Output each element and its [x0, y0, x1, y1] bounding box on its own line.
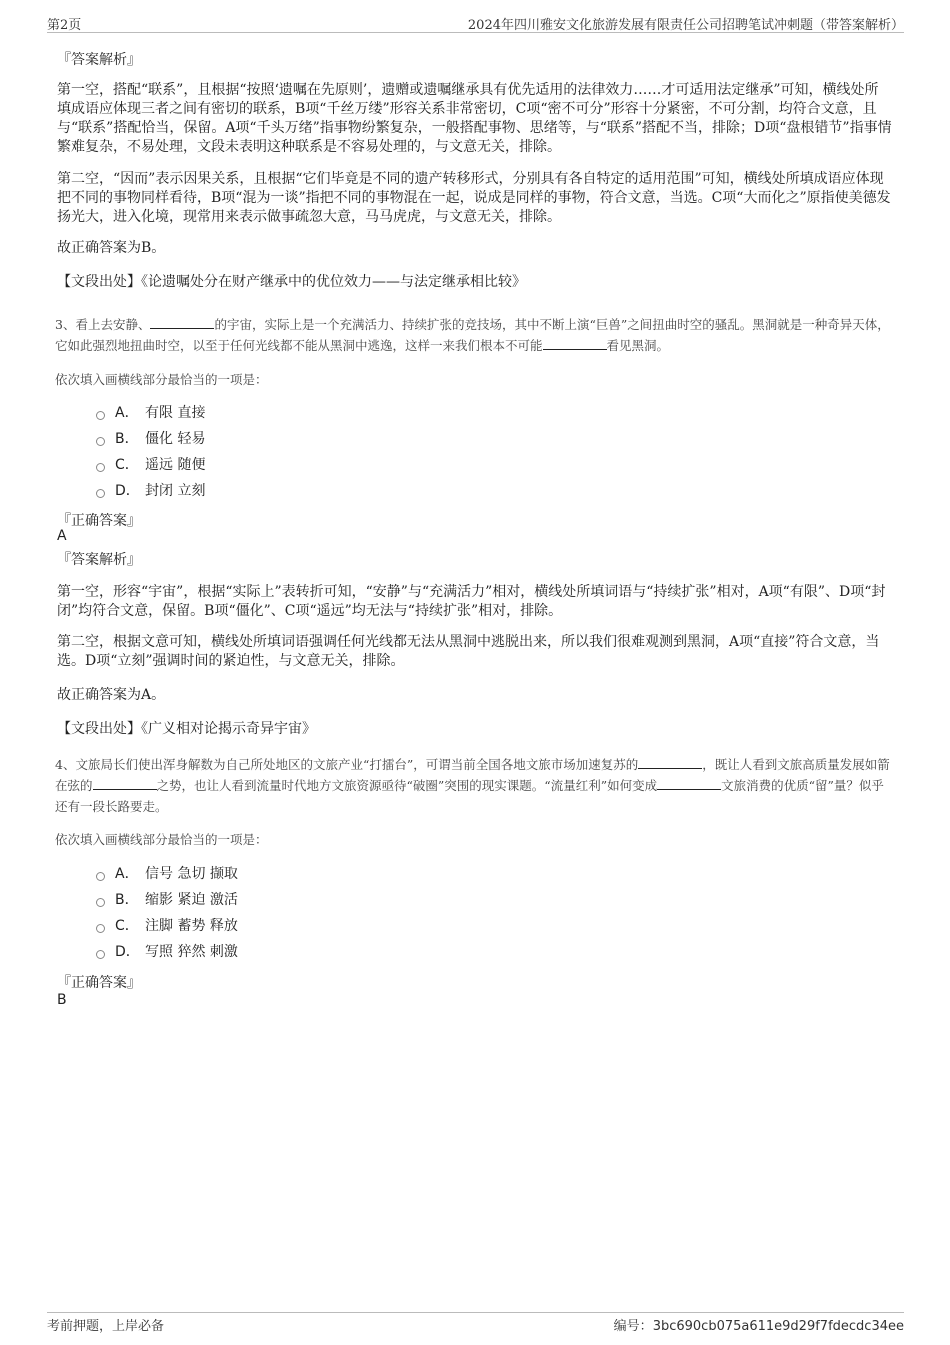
- q3-blank-2: [543, 337, 607, 350]
- q4-option-b[interactable]: B． 缩影 紧迫 激活: [96, 889, 238, 909]
- footer-slogan: 考前押题，上岸必备: [47, 1319, 165, 1334]
- q4-correct-label: 『正确答案』: [57, 975, 141, 991]
- q3-option-a[interactable]: A． 有限 直接: [96, 402, 205, 422]
- q4-option-a[interactable]: A． 信号 急切 撷取: [96, 863, 238, 883]
- radio-icon[interactable]: [96, 950, 105, 959]
- q4-blank-1: [638, 756, 702, 769]
- q3-source-title: 《广义相对论揭示奇异宇宙》: [141, 721, 316, 737]
- q3-source: [57, 720, 892, 739]
- radio-icon[interactable]: [96, 411, 105, 420]
- radio-icon[interactable]: [96, 489, 105, 498]
- q2-source-label: 【文段出处】: [57, 274, 141, 290]
- q4-blank-3: [657, 777, 721, 790]
- q3-correct-answer: A: [57, 528, 67, 544]
- q3-blank-1: [150, 316, 214, 329]
- q4-blank-2: [93, 777, 157, 790]
- page-header: [47, 12, 904, 33]
- page-number: 第2页: [47, 18, 82, 33]
- radio-icon[interactable]: [96, 924, 105, 933]
- document-title: 2024年四川雅安文化旅游发展有限责任公司招聘笔试冲刺题（带答案解析）: [467, 18, 904, 33]
- q4-options: [96, 863, 238, 961]
- q2-analysis-para1: 第一空，搭配“联系”，且根据“按照‘遗嘱在先原则’，遗赠或遗嘱继承具有优先适用的法律效力……才可适用法定继承”可知，横线处所填成语应体现三者之间有密切的联系，B项“千丝万缕”形容关系非常密切，C项“密不可分”形容十分紧密，不可分割，均符合文意，且与“联系”搭配恰当，保留。A项“千头万绪”指事物纷繁复杂，一般搭配事物、思绪等，与“联系”搭配不当，排除；D项“盘根错节”指事情繁难复杂，不易处理，文段未表明这种联系是不容易处理的，与文意无关，排除。: [57, 82, 892, 155]
- q4-stem: 4、文旅局长们使出浑身解数为自己所处地区的文旅产业“打擂台”，可谓当前全国各地文旅市场加速复苏的 ，既让人看到文旅高质量发展如箭在弦的 之势，也让人看到流量时代地方文旅资源亟待“破圈”突围的现实课题。“流量红利”如何变成 文旅消费的优质“留”量？似乎还有一段长路要走。: [55, 757, 890, 814]
- q3-option-b[interactable]: B． 僵化 轻易: [96, 428, 205, 448]
- q3-option-d[interactable]: D． 封闭 立刻: [96, 480, 205, 500]
- q2-analysis-label: 『答案解析』: [57, 52, 141, 68]
- q2-analysis-para2: 第二空，“因而”表示因果关系，且根据“它们毕竟是不同的遗产转移形式，分别具有各自特定的适用范围”可知，横线处所填成语应体现把不同的事物同样看待，B项“混为一谈”指把不同的事物混在一起，说成是同样的事物，符合文意，当选。C项“大而化之”原指使美德发扬光大，进入化境，现常用来表示做事疏忽大意，马马虎虎，与文意无关，排除。: [57, 171, 891, 225]
- radio-icon[interactable]: [96, 437, 105, 446]
- q3-analysis-label: 『答案解析』: [57, 552, 141, 568]
- radio-icon[interactable]: [96, 463, 105, 472]
- q3-source-label: 【文段出处】: [57, 721, 141, 737]
- q3-analysis-para1: 第一空，形容“宇宙”，根据“实际上”表转折可知，“安静”与“充满活力”相对，横线处所填词语与“持续扩张”相对，A项“有限”、D项“封闭”均符合文意，保留。B项“僵化”、C项“遥远”均无法与“持续扩张”相对，排除。: [57, 584, 886, 619]
- q3-correct-label: 『正确答案』: [57, 513, 141, 529]
- q3-instruction: 依次填入画横线部分最恰当的一项是：: [55, 372, 268, 387]
- q2-source-title: 《论遗嘱处分在财产继承中的优位效力——与法定继承相比较》: [141, 274, 526, 290]
- q4-correct-answer: B: [57, 992, 67, 1008]
- q4-instruction: 依次填入画横线部分最恰当的一项是：: [55, 832, 268, 847]
- q3-option-c[interactable]: C． 遥远 随便: [96, 454, 205, 474]
- q3-options: [96, 402, 205, 500]
- q4-option-c[interactable]: C． 注脚 蓄势 释放: [96, 915, 238, 935]
- radio-icon[interactable]: [96, 898, 105, 907]
- page-footer: [47, 1312, 904, 1334]
- q4-option-d[interactable]: D． 写照 猝然 刺激: [96, 941, 238, 961]
- q3-analysis-para2: 第二空，根据文意可知，横线处所填词语强调任何光线都无法从黑洞中逃脱出来，所以我们很难观测到黑洞，A项“直接”符合文意，当选。D项“立刻”强调时间的紧迫性，与文意无关，排除。: [57, 634, 880, 669]
- q3-conclusion: 故正确答案为A。: [57, 687, 166, 703]
- radio-icon[interactable]: [96, 872, 105, 881]
- footer-code: 编号：3bc690cb075a611e9d29f7fdecdc34ee: [613, 1319, 904, 1334]
- q2-source: [57, 273, 892, 292]
- q2-conclusion: 故正确答案为B。: [57, 240, 166, 256]
- q3-stem: 3、看上去安静、 的宇宙，实际上是一个充满活力、持续扩张的竞技场，其中不断上演“巨兽”之间扭曲时空的骚乱。黑洞就是一种奇异天体，它如此强烈地扭曲时空，以至于任何光线都不能从黑洞中逃逸，这样一来我们根本不可能 看见黑洞。: [55, 317, 890, 353]
